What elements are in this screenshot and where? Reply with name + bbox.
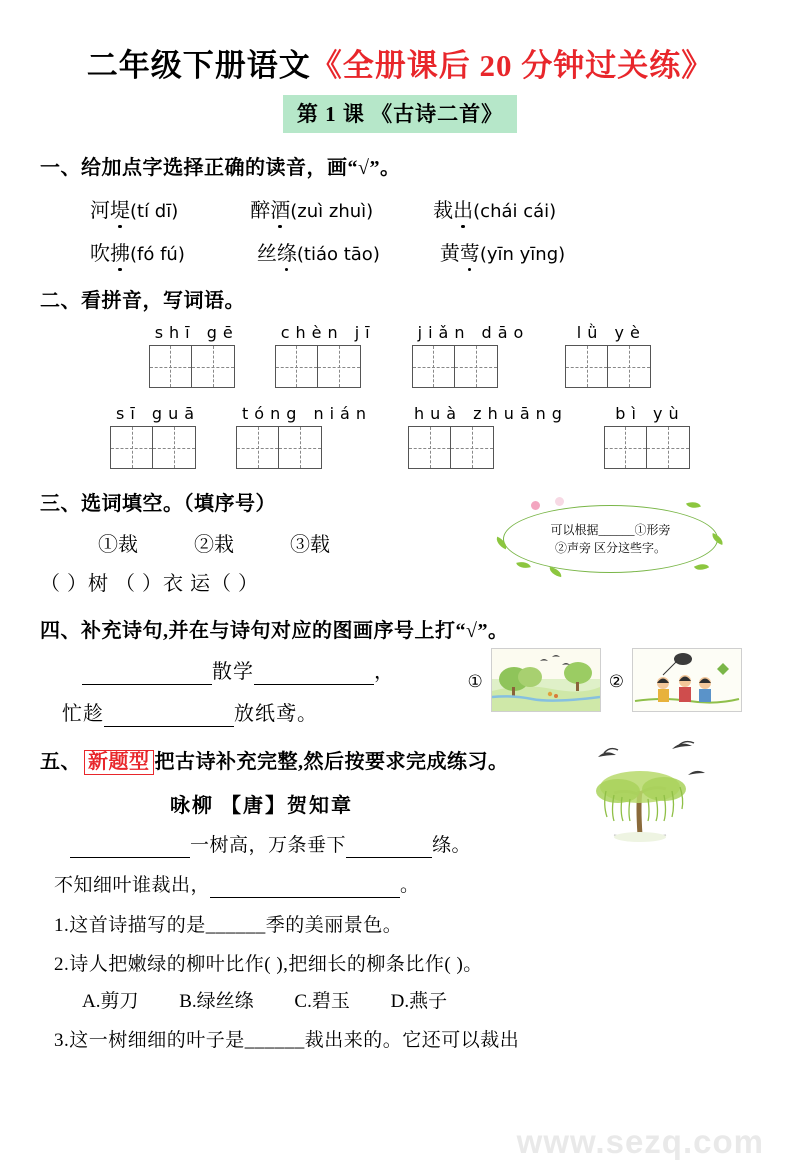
- blank-underline[interactable]: [104, 703, 234, 727]
- section-5-number: 五、: [40, 751, 81, 773]
- pinyin-item-char: 黄: [439, 243, 460, 265]
- tianzige-box[interactable]: [408, 426, 451, 469]
- tianzige-box[interactable]: [236, 426, 279, 469]
- blank-underline[interactable]: [82, 661, 212, 685]
- pinyin-item-char: 裁: [433, 200, 454, 222]
- tianzige-box[interactable]: [608, 345, 651, 388]
- tianzige-box[interactable]: [275, 345, 318, 388]
- section-2-heading: 二、看拼音，写词语。: [40, 290, 245, 312]
- pinyin-item-dotted-char: 绦: [277, 237, 297, 266]
- tianzige-pinyin: chèn jī: [280, 323, 376, 342]
- pinyin-item: [440, 237, 565, 266]
- option-a[interactable]: A.剪刀: [82, 991, 139, 1012]
- hint-bubble: [503, 505, 718, 573]
- tianzige-pinyin: tóng nián: [242, 404, 372, 423]
- tianzige-box[interactable]: [412, 345, 455, 388]
- section-1-heading: 一、给加点字选择正确的读音，画“√”。: [40, 157, 401, 179]
- page-title: [0, 40, 800, 85]
- option-b[interactable]: B.绿丝绦: [179, 991, 254, 1012]
- picture-choices: [468, 648, 743, 712]
- title-black-part: 二年级下册语文: [86, 48, 311, 83]
- blank-underline[interactable]: [70, 835, 190, 858]
- question-2-options: [40, 986, 760, 1013]
- section-4-heading: 四、补充诗句,并在与诗句对应的图画序号上打“√”。: [40, 620, 509, 642]
- tianzige-boxes[interactable]: [412, 345, 530, 388]
- poem-line-end: 绦。: [432, 835, 472, 856]
- tianzige-box[interactable]: [604, 426, 647, 469]
- pinyin-choice-row-2: [40, 237, 760, 266]
- lesson-banner-row: [0, 95, 800, 133]
- word-choice-1[interactable]: ①裁: [98, 534, 138, 556]
- tianzige-boxes[interactable]: [408, 426, 568, 469]
- village-scene-illustration: [492, 649, 600, 711]
- tianzige-group: [236, 404, 372, 469]
- pinyin-item-options[interactable]: (yīn yīng): [479, 244, 566, 265]
- hint-line-1: 可以根据______①形旁: [550, 523, 671, 537]
- pinyin-item-options[interactable]: (tí dī): [130, 201, 179, 222]
- hint-bubble-text: [503, 505, 718, 573]
- tianzige-box[interactable]: [318, 345, 361, 388]
- pinyin-item-dotted-char: 出: [453, 194, 473, 223]
- pinyin-item-char: 河: [90, 200, 110, 222]
- poem-line-2-end: 。: [400, 875, 420, 896]
- title-red-part: 《全册课后 20 分钟过关练》: [310, 48, 714, 83]
- tianzige-boxes[interactable]: [275, 345, 376, 388]
- pinyin-item: [250, 194, 373, 223]
- picture-2-label[interactable]: ②: [608, 672, 624, 691]
- poem-line-mid: 一树高，万条垂下: [190, 835, 347, 856]
- willow-tree-illustration: [568, 739, 718, 856]
- pinyin-item-dotted-char: 莺: [460, 237, 480, 266]
- tianzige-boxes[interactable]: [110, 426, 200, 469]
- tianzige-group: [275, 323, 376, 388]
- pinyin-item: [90, 194, 178, 223]
- pinyin-item-dotted-char: 酒: [270, 194, 290, 223]
- word-choice-2[interactable]: ②栽: [194, 534, 234, 556]
- tianzige-boxes[interactable]: [149, 345, 239, 388]
- spacer: [178, 194, 250, 223]
- spacer: [373, 194, 433, 223]
- worksheet-page: [0, 40, 800, 1171]
- tianzige-group: [412, 323, 530, 388]
- section-3-heading: 三、选词填空。（填序号）: [40, 493, 276, 515]
- tianzige-pinyin: jiǎn dāo: [417, 323, 530, 342]
- spacer: [380, 237, 440, 266]
- pinyin-item: [257, 237, 380, 266]
- poem-line-1-end: ，: [374, 661, 395, 683]
- blank-underline[interactable]: [210, 875, 400, 898]
- tianzige-boxes[interactable]: [236, 426, 372, 469]
- question-3[interactable]: 3.这一树细细的叶子是______裁出来的。它还可以裁出: [54, 1030, 520, 1051]
- tianzige-box[interactable]: [647, 426, 690, 469]
- tianzige-box[interactable]: [451, 426, 494, 469]
- blank-underline[interactable]: [254, 661, 374, 685]
- new-question-badge: 新题型: [84, 750, 154, 775]
- poem-line-1-mid: 散学: [212, 661, 254, 683]
- pinyin-item-char: 吹: [90, 243, 110, 265]
- tianzige-group: [565, 323, 651, 388]
- tianzige-pinyin: sī guā: [116, 404, 201, 423]
- poem-line-2-end: 放纸鸢。: [234, 703, 318, 725]
- watermark: www.sezq.com: [516, 1123, 764, 1160]
- tianzige-pinyin: bì yù: [615, 404, 685, 423]
- question-2[interactable]: 2.诗人把嫩绿的柳叶比作( ),把细长的柳条比作( )。: [54, 954, 483, 975]
- hint-line-2: ②声旁 区分这些字。: [554, 541, 666, 555]
- tianzige-row-1: [40, 323, 760, 388]
- tianzige-group: [149, 323, 239, 388]
- pinyin-item-options[interactable]: (tiáo tāo): [296, 244, 380, 265]
- tianzige-box[interactable]: [192, 345, 235, 388]
- tianzige-box[interactable]: [455, 345, 498, 388]
- poem-fill-line-2[interactable]: [40, 870, 760, 898]
- lesson-banner: 第 1 课 《古诗二首》: [283, 95, 517, 133]
- blank-underline[interactable]: [346, 835, 432, 858]
- tianzige-group: [604, 404, 690, 469]
- tianzige-pinyin: lǜ yè: [576, 323, 646, 342]
- option-c[interactable]: C.碧玉: [294, 991, 350, 1012]
- tianzige-pinyin: shī gē: [154, 323, 239, 342]
- pinyin-item-dotted-char: 堤: [110, 194, 130, 223]
- pinyin-item-options[interactable]: (fó fú): [130, 244, 185, 265]
- tianzige-pinyin: huà zhuāng: [414, 404, 568, 423]
- question-1[interactable]: 1.这首诗描写的是______季的美丽景色。: [54, 915, 403, 936]
- pinyin-item: [433, 194, 556, 223]
- tianzige-group: [408, 404, 568, 469]
- pinyin-item: [90, 237, 185, 266]
- tianzige-box[interactable]: [565, 345, 608, 388]
- tianzige-boxes[interactable]: [565, 345, 651, 388]
- picture-2[interactable]: [632, 648, 742, 712]
- worksheet-content: [0, 151, 800, 1052]
- word-fill-line[interactable]: （ ）树 （ ）衣 运（ ）: [40, 573, 259, 595]
- spacer: [185, 237, 257, 266]
- pinyin-item-char: 醉: [250, 200, 271, 222]
- children-kite-illustration: [633, 649, 741, 711]
- poem-title: 咏柳 【唐】贺知章: [170, 795, 353, 817]
- word-choice-3[interactable]: ③载: [290, 534, 330, 556]
- pinyin-item-options[interactable]: (zuì zhuì): [290, 201, 374, 222]
- section-5-text: 把古诗补充完整,然后按要求完成练习。: [154, 751, 509, 773]
- tianzige-box[interactable]: [153, 426, 196, 469]
- poem-line-2-text: 不知细叶谁裁出，: [54, 875, 211, 896]
- pinyin-item-char: 丝: [256, 243, 277, 265]
- tianzige-row-2: [40, 404, 760, 469]
- picture-1[interactable]: [491, 648, 601, 712]
- pinyin-item-dotted-char: 拂: [110, 237, 130, 266]
- poem-line-2-pre: 忙趁: [62, 703, 104, 725]
- pinyin-item-options[interactable]: (chái cái): [473, 201, 557, 222]
- option-d[interactable]: D.燕子: [390, 991, 448, 1012]
- pinyin-choice-row-1: [40, 194, 760, 223]
- tianzige-box[interactable]: [279, 426, 322, 469]
- tianzige-group: [110, 404, 200, 469]
- tianzige-boxes[interactable]: [604, 426, 690, 469]
- tianzige-box[interactable]: [110, 426, 153, 469]
- picture-1-label[interactable]: ①: [467, 672, 483, 691]
- tianzige-box[interactable]: [149, 345, 192, 388]
